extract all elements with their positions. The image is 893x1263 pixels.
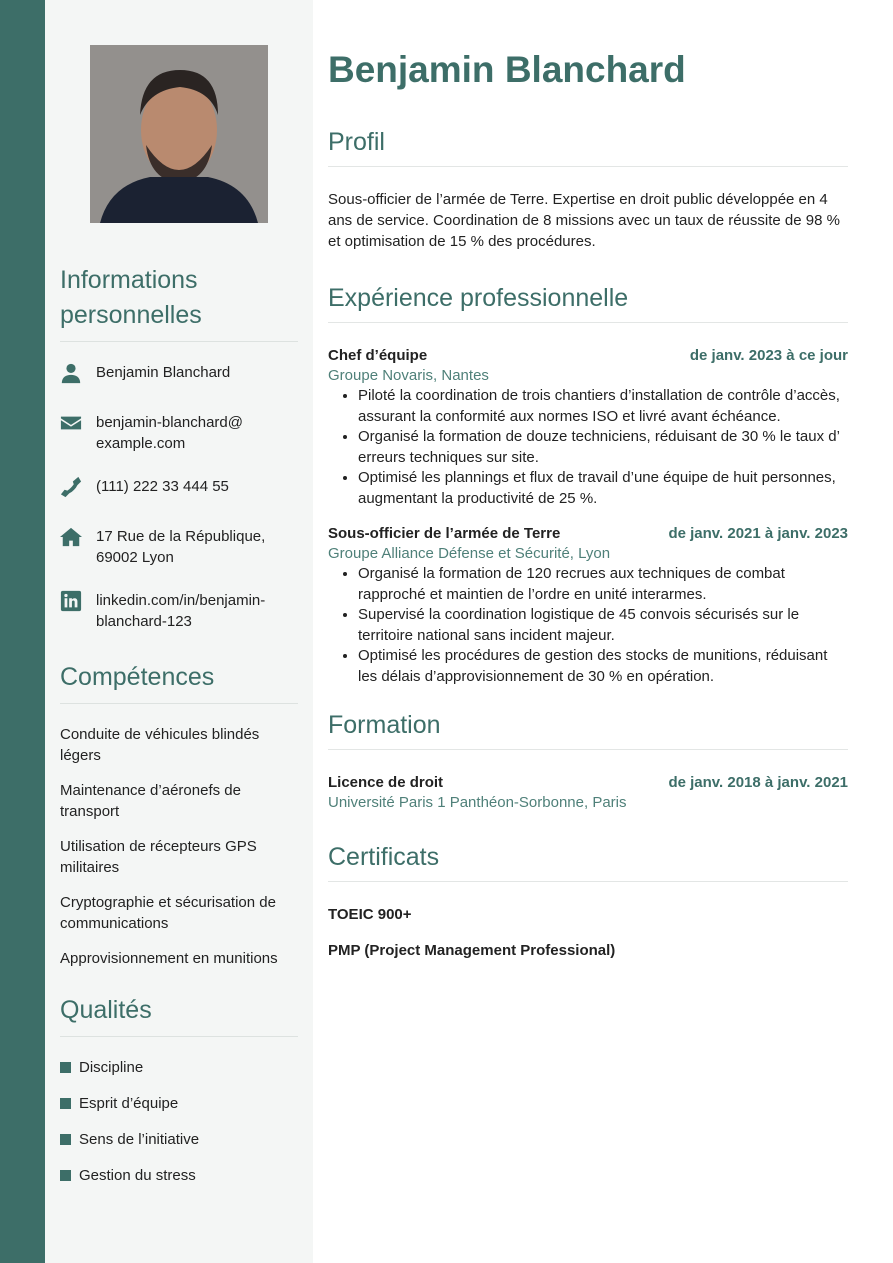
info-text: (111) 222 33 444 55 [96,478,229,495]
quality-text: Esprit d’équipe [79,1095,179,1112]
certificate-item: PMP (Project Management Professional) [328,942,616,959]
quality-text: Sens de l’initiative [79,1131,200,1148]
info-text: 17 Rue de la République, 69002 Lyon [96,528,266,566]
job-date: de janv. 2021 à janv. 2023 [668,525,848,542]
skill-item: Cryptographie et sécurisation de communications [60,894,276,932]
user-icon [60,362,96,390]
job-bullet: • Organisé la formation de 120 recrues aux techniques de combat rapproché et maintien de l’ordre en unité interarmes. [358,564,848,605]
education-heading: Formation [328,709,848,750]
certificates-heading: Certificats [328,841,848,882]
job-bullet: • Supervisé la coordination logistique de 45 convois sécurisés sur le territoire national sans incident majeur. [358,605,848,646]
job-role: Chef d’équipe [328,347,428,364]
job-bullet: • Piloté la coordination de trois chantiers d’installation de contrôle d’accès, assurant la conformité aux normes ISO et livré avant échéance. [358,386,848,427]
education-entry [328,772,848,813]
quality-item [60,1165,298,1186]
quality-text: Gestion du stress [79,1167,196,1184]
profile-text: Sous-officier de l’armée de Terre. Expertise en droit public développée en 4 ans de service. Coordination de 8 missions avec un taux de réussite de 98 % et optimisation de 15 % des procédures. [328,191,840,250]
job-bullet: • Organisé la formation de douze techniciens, réduisant de 30 % le taux d’ erreurs techniques sur site. [358,427,848,468]
main-content [328,48,848,976]
linkedin-icon [60,590,96,632]
job-entry [328,345,848,509]
skill-item: Maintenance d’aéronefs de transport [60,782,241,820]
skills-heading: Compétences [60,660,298,704]
job-entry [328,523,848,687]
candidate-name: Benjamin Blanchard [328,49,686,90]
quality-text: Discipline [79,1059,144,1076]
job-bullet: • Optimisé les procédures de gestion des stocks de munitions, réduisant les délais d’approvisionnement de 30 % en opération. [358,646,848,687]
square-bullet-icon [60,1170,71,1181]
sidebar [45,0,313,1263]
info-text[interactable]: linkedin.com/in/benjamin-blanchard-123 [96,592,266,630]
envelope-icon [60,412,96,454]
info-text[interactable]: benjamin-blanchard@ example.com [96,414,243,452]
quality-item [60,1129,298,1150]
accent-strip [0,0,45,1263]
phone-icon [60,476,96,504]
quality-item [60,1057,298,1078]
education-date: de janv. 2018 à janv. 2021 [668,774,848,791]
job-bullet: • Optimisé les plannings et flux de travail d’une équipe de huit personnes, augmentant la productivité de 25 %. [358,468,848,509]
qualities-heading: Qualités [60,993,298,1037]
profile-heading: Profil [328,126,848,167]
job-org: Groupe Alliance Défense et Sécurité, Lyon [328,545,611,562]
quality-item [60,1093,298,1114]
info-linkedin [60,590,298,632]
skill-item: Conduite de véhicules blindés légers [60,726,260,764]
degree: Licence de droit [328,774,444,791]
job-role: Sous-officier de l’armée de Terre [328,525,561,542]
profile-photo [90,45,268,223]
skill-item: Utilisation de récepteurs GPS militaires [60,838,257,876]
job-date: de janv. 2023 à ce jour [689,347,848,364]
info-text: Benjamin Blanchard [96,364,231,381]
info-email [60,412,298,454]
job-org: Groupe Novaris, Nantes [328,367,489,384]
skill-item: Approvisionnement en munitions [60,950,278,967]
square-bullet-icon [60,1062,71,1073]
experience-heading: Expérience professionnelle [328,282,848,323]
certificate-item: TOEIC 900+ [328,906,412,923]
square-bullet-icon [60,1098,71,1109]
square-bullet-icon [60,1134,71,1145]
education-org: Université Paris 1 Panthéon-Sorbonne, Paris [328,794,627,811]
info-address [60,526,298,568]
personal-info-heading: Informations personnelles [60,263,298,342]
info-name [60,362,298,390]
info-phone [60,476,298,504]
home-icon [60,526,96,568]
